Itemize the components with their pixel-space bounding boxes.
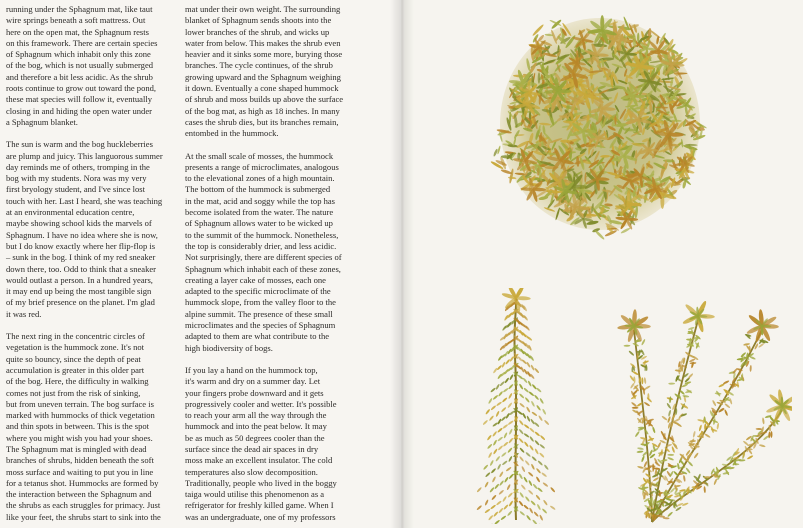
text-line: would outlast a person. In a hundred years, <box>6 274 153 285</box>
text-line: temperatures also slow decomposition. <box>185 466 318 477</box>
text-line: quite so bouncy, since the depth of peat <box>6 353 141 364</box>
text-line: day reminds me of others, tromping in the <box>6 161 150 172</box>
text-line: and thin spots in between. This is the spot <box>6 421 149 432</box>
text-line: taiga would utilise this phenomenon as a <box>185 489 325 500</box>
text-line: at an environmental education centre, <box>6 207 135 218</box>
text-line: hummock and into the peat below. It may <box>185 421 327 432</box>
text-line: accumulation is greater in this older part <box>6 364 145 375</box>
text-line: mat under their own weight. The surrounding <box>185 4 341 14</box>
text-line: The bottom of the hummock is submerged <box>185 184 331 195</box>
text-line: like your feet, the shrubs start to sink into the <box>6 511 161 522</box>
text-line: first bryology student, and I've since lost <box>6 184 145 195</box>
text-line: alpine summit. The presence of these small <box>185 308 333 319</box>
text-line: a Sphagnum blanket. <box>6 116 78 127</box>
text-line: here on the open mat, the Sphagnum rests <box>6 26 149 37</box>
text-line: branches. The cycle continues, of the shrub <box>185 60 333 71</box>
text-line: closing in and hiding the open water under <box>6 105 152 116</box>
text-line: the interaction between the Sphagnum and <box>6 489 152 500</box>
paragraph <box>6 4 174 128</box>
text-column-right <box>185 4 361 528</box>
text-line: the shrubs as each struggles for primacy. Just <box>6 500 161 511</box>
moss-branching-drawing <box>612 290 792 526</box>
text-line: comes not just from the risk of sinking, <box>6 387 141 398</box>
text-line: the top is considerably drier, and less acidic. <box>185 240 337 251</box>
text-line: it's warm and dry on a summer day. Let <box>185 376 321 387</box>
text-line: down there, too. Odd to think that a sneaker <box>6 263 157 274</box>
text-line: of Sphagnum allows water to be wicked up <box>185 218 333 229</box>
text-line: growing upward and the Sphagnum weighing <box>185 71 341 82</box>
text-line: to the elevational zones of a high mountain. <box>185 173 335 184</box>
text-line: it was red. <box>6 308 42 319</box>
text-line: adapted to the specific microclimate of the <box>185 286 331 297</box>
text-line: creating a layer cake of mosses, each one <box>185 274 326 285</box>
text-line: The sun is warm and the bog huckleberries <box>6 139 153 150</box>
text-line: cases the shrub dies, but its branches remain, <box>185 116 339 127</box>
text-line: become isolated from the water. The nature <box>185 207 334 218</box>
text-line: At the small scale of mosses, the hummock <box>185 150 334 161</box>
text-line: of the bog mat, as high as 18 inches. In many <box>185 105 340 116</box>
sphagnum-stem-illustration <box>468 288 564 524</box>
text-line: but I do know exactly where her flip-flop is <box>6 240 156 251</box>
text-line: entombed in the hummock. <box>185 128 279 139</box>
text-line: vegetation is the hummock zone. It's not <box>6 342 145 353</box>
paragraph <box>6 331 174 523</box>
text-line: The Sphagnum mat is mingled with dead <box>6 443 147 454</box>
text-line: running under the Sphagnum mat, like taut <box>6 4 153 14</box>
paragraph <box>185 151 361 354</box>
text-line: roots continue to grow out toward the pond, <box>6 83 157 94</box>
text-line: these mat species will follow it, eventually <box>6 94 152 105</box>
text-line: presents a range of microclimates, analogous <box>185 161 339 172</box>
text-line: The next ring in the concentric circles of <box>6 331 145 342</box>
text-line: touch with her. Last I heard, she was teaching <box>6 195 163 206</box>
text-line: to reach your arm all the way through the <box>185 410 327 421</box>
text-line: moss make an excellent insulator. The cold <box>185 455 333 466</box>
text-line: of my brief presence on the planet. I'm glad <box>6 297 155 308</box>
text-line: and therefore a bit less acidic. As the shrub <box>6 71 153 82</box>
text-line: adapted to them are what contribute to the <box>185 331 330 342</box>
text-line: for a tetanus shot. Hummocks are formed by <box>6 477 159 488</box>
text-line: Not surprisingly, there are different species of <box>185 252 342 263</box>
sphagnum-branching-illustration <box>612 290 792 526</box>
text-line: are plump and juicy. This languorous summer <box>6 150 163 161</box>
text-line: Sphagnum. I have no idea where she is now, <box>6 229 158 240</box>
text-line: marked with hummocks of thick vegetation <box>6 410 155 421</box>
text-line: heavier and it sinks some more, burying those <box>185 49 343 60</box>
text-line: surface since the dead air spaces in dry <box>185 443 319 454</box>
text-column-left <box>6 4 174 528</box>
text-line: microclimates and the species of Sphagnum <box>185 320 336 331</box>
text-line: to the summit of the hummock. Nonetheless, <box>185 229 339 240</box>
paragraph <box>185 365 361 523</box>
text-line: be as much as 50 degrees cooler than the <box>185 432 325 443</box>
moss-stem-drawing <box>468 288 564 524</box>
text-line: hummock slope, from the valley floor to the <box>185 297 336 308</box>
sphagnum-cushion-illustration <box>488 6 710 242</box>
text-line: bog with my students. Nora was my very <box>6 173 147 184</box>
text-line: blanket of Sphagnum sends shoots into the <box>185 15 332 26</box>
text-line: where you might wish you had your shoes. <box>6 432 153 443</box>
paragraph <box>6 139 174 320</box>
text-line: of the bog. Here, the difficulty in walking <box>6 376 149 387</box>
text-line: progressively cooler and wetter. It's possible <box>185 398 337 409</box>
text-line: of the bog, which is not usually submerged <box>6 60 154 71</box>
text-line: moss surface and waiting to put you in line <box>6 466 154 477</box>
text-line: branches of shrubs, hidden beneath the soft <box>6 455 154 466</box>
moss-cushion-drawing <box>488 6 710 242</box>
text-line: If you lay a hand on the hummock top, <box>185 364 318 375</box>
text-line: it may end up being the most tangible sign <box>6 286 152 297</box>
text-line: lower branches of the shrub, and wicks up <box>185 26 330 37</box>
text-line: – sunk in the bog. I think of my red sneaker <box>6 252 156 263</box>
text-line: of shrub and moss builds up above the surface <box>185 94 344 105</box>
text-line: Sphagnum which inhabit each of these zones, <box>185 263 341 274</box>
text-line: high biodiversity of bogs. <box>185 342 273 353</box>
text-line: your fingers probe downward and it gets <box>185 387 324 398</box>
text-line: water from below. This makes the shrub even <box>185 37 341 48</box>
text-line: it down. Eventually a cone shaped hummock <box>185 83 339 94</box>
right-page <box>402 0 803 528</box>
text-line: of Sphagnum which inhabit only this zone <box>6 49 151 60</box>
text-line: Traditionally, people who lived in the boggy <box>185 477 337 488</box>
text-line: in the mat, acid and soggy while the top has <box>185 195 336 206</box>
text-line: but from uneven terrain. The bog surface is <box>6 398 154 409</box>
text-line: on this framework. There are certain species <box>6 37 158 48</box>
text-line: wire springs beneath a soft mattress. Out <box>6 15 146 26</box>
paragraph <box>185 4 361 140</box>
text-line: maybe showing school kids the marvels of <box>6 218 152 229</box>
text-line: was an undergraduate, one of my professors <box>185 511 336 522</box>
text-line: refrigerator for freshly killed game. When I <box>185 500 334 511</box>
